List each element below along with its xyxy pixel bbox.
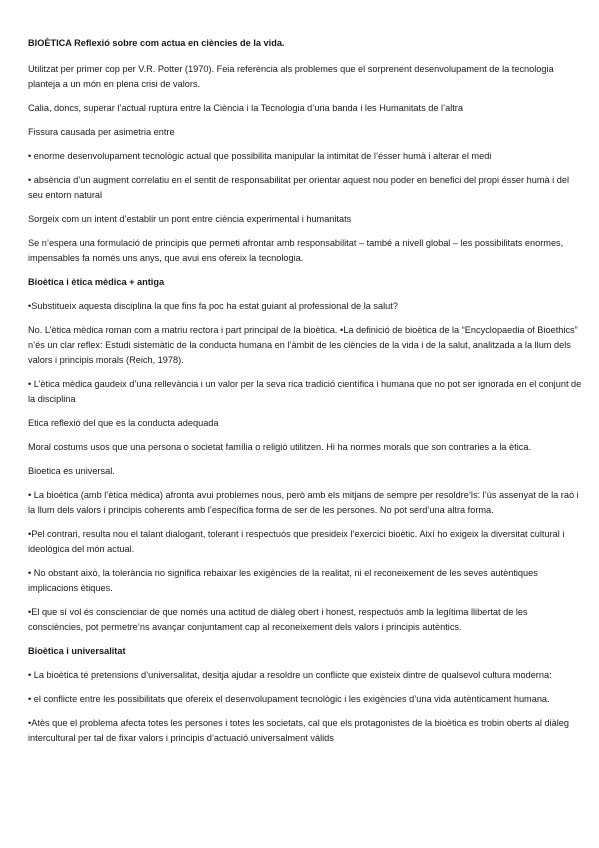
paragraph: • L’ètica mèdica gaudeix d’una rellevància i un valor per la seva rica tradició científica i humana que no pot ser ignorada en el conjunt de la disciplina (28, 379, 582, 404)
paragraph: • absència d’un augment correlatiu en el sentit de responsabilitat per orientar aquest nou poder en benefici del propi ésser humà i del seu entorn natural (28, 175, 570, 200)
paragraph: Moral costums usos que una persona o societat família o religió utilitzen. Hi ha normes morals que son contraries a la ètica. (28, 442, 532, 452)
paragraph: • No obstant això, la tolerància no significa rebaixar les exigències de la realitat, ni el reconeixement de les seves autèntiques implicacions ètiques. (28, 568, 538, 593)
paragraph: •Substitueix aquesta disciplina la que fins fa poc ha estat guiant al professional de la salut? (28, 301, 398, 311)
paragraph: • La bioètica (amb l’ètica mèdica) afronta avui problemes nous, però amb els mitjans de sempre per resoldre’ls: l’ús assenyat de la raó i la llum dels valors i principis coherents amb l’específica forma de ser de les persones. No pot serd’una altra forma. (28, 490, 579, 515)
document-title: BIOÈTICA Reflexió sobre com actua en ciències de la vida. (28, 38, 285, 48)
paragraph: •El que sí vol és conscienciar de que només una actitud de diàleg obert i honest, respectuós amb la legítima llibertat de les consciències, pot permetre’ns avançar conjuntament cap al reconeixement dels valors i principis autèntics. (28, 607, 528, 632)
paragraph: • el conflicte entre les possibilitats que ofereix el desenvolupament tecnològic i les exigències d’una vida autènticament humana. (28, 694, 550, 704)
section-heading: Bioètica i ètica mèdica + antiga (28, 277, 165, 287)
paragraph: Fissura causada per asimetria entre (28, 127, 175, 137)
paragraph: Calia, doncs, superar l’actual ruptura entre la Ciència i la Tecnologia d’una banda i les Humanitats de l’altra (28, 103, 463, 113)
paragraph: Sorgeix com un intent d’establir un pont entre ciència experimental i humanitats (28, 214, 352, 224)
paragraph: •Pel contrari, resulta nou el talant dialogant, tolerant i respectuós que presideix l’exercici bioètic. Així ho exigeix la diversitat cultural i ideològica del món actual. (28, 529, 565, 554)
paragraph: Etica reflexió del que es la conducta adequada (28, 418, 219, 428)
paragraph: Bioetica es universal. (28, 466, 115, 476)
paragraph: • La bioètica té pretensions d’universalitat, desitja ajudar a resoldre un conflicte que existeix dintre de qualsevol cultura moderna: (28, 670, 552, 680)
document-body (28, 62, 583, 746)
section-heading: Bioètica i universalitat (28, 646, 126, 656)
paragraph: • enorme desenvolupament tecnològic actual que possibilita manipular la intimitat de l’ésser humà i alterar el medi (28, 151, 492, 161)
paragraph: No. L’ètica mèdica roman com a matriu rectora i part principal de la bioètica. •La definició de bioètica de la “Encyclopaedia of Bioethics” n’és un clar reflex: Estudi sistemàtic de la conducta humana en l’àmbit de les ciències de la vida i de la salut, analitzada a la llum dels valors i principis morals (Reich, 1978). (28, 325, 578, 365)
paragraph: Se n’espera una formulació de principis que permeti afrontar amb responsabilitat – també a nivell global – les possibilitats enormes, impensables fa només uns anys, que avui ens ofereix la tecnologia. (28, 238, 564, 263)
paragraph: Utilitzat per primer cop per V.R. Potter (1970). Feia referència als problemes que el sorprenent desenvolupament de la tecnologia planteja a un món en plena crisi de valors. (28, 64, 554, 89)
paragraph: •Atès que el problema afecta totes les persones i totes les societats, cal que els protagonistes de la bioètica es trobin oberts al diàleg intercultural per tal de fixar valors i principis d’actuació universalment vàlids (28, 718, 569, 743)
